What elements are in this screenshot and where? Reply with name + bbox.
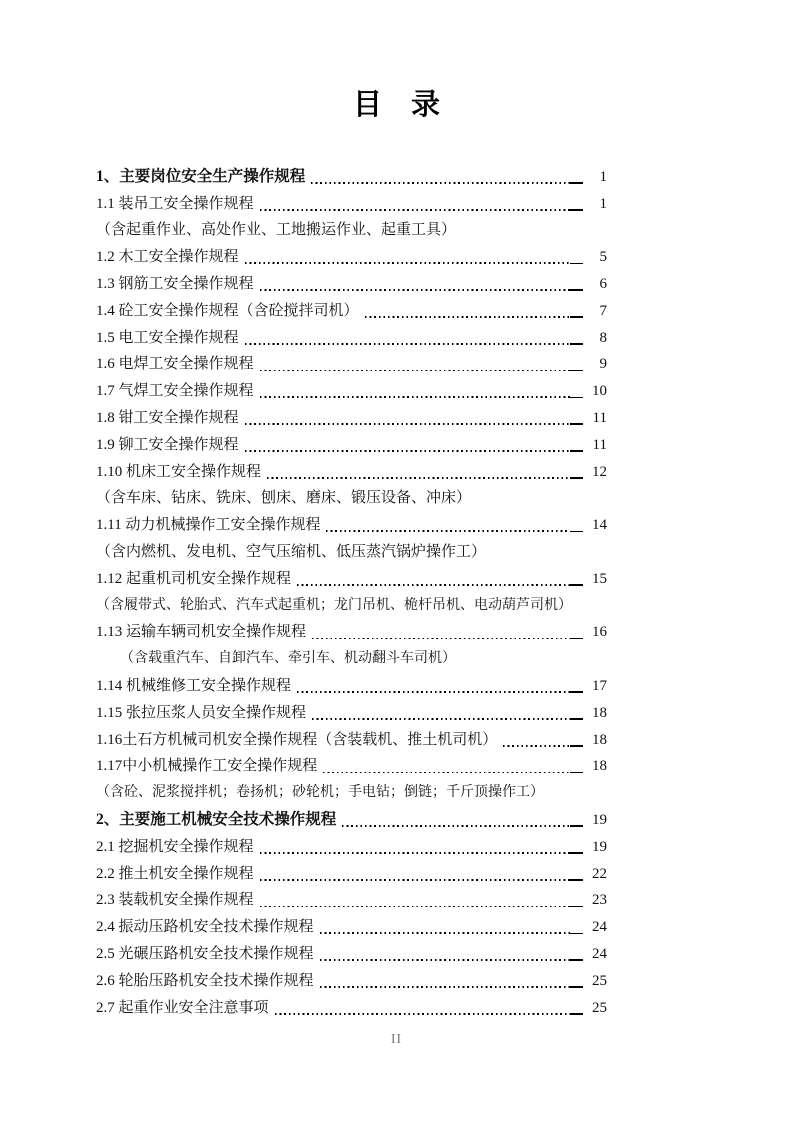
toc-entry-label[interactable]: 1.12 起重机司机安全操作规程: [96, 570, 292, 587]
toc-entry-label: （含履带式、轮胎式、汽车式起重机；龙门吊机、桅杆吊机、电动葫芦司机）: [96, 597, 572, 613]
toc-page-number[interactable]: 5: [599, 249, 607, 266]
dot-leader: [297, 691, 570, 693]
toc-page-number[interactable]: 18: [592, 758, 607, 775]
dot-leader: [297, 584, 570, 586]
toc-page-number[interactable]: 16: [592, 624, 607, 641]
toc-entry-label[interactable]: 1.3 钢筋工安全操作规程: [96, 275, 254, 292]
toc-entry-label[interactable]: 2.6 轮胎压路机安全技术操作规程: [96, 972, 314, 989]
page-number-footer: II: [391, 1031, 402, 1046]
leader-end-line: [570, 745, 583, 747]
leader-end-line: [570, 906, 583, 908]
leader-end-line: [570, 531, 583, 533]
leader-end-line: [570, 852, 583, 854]
toc-page-number[interactable]: 18: [592, 731, 607, 748]
dot-leader: [275, 1013, 570, 1015]
toc-item-row[interactable]: [96, 431, 607, 458]
leader-end-line: [570, 825, 583, 827]
toc-entry-label[interactable]: 2.1 挖掘机安全操作规程: [96, 838, 254, 855]
toc-page-number[interactable]: 19: [592, 811, 607, 828]
toc-entry-label[interactable]: 1.5 电工安全操作规程: [96, 329, 239, 346]
dot-leader: [365, 316, 570, 318]
toc-note-row: [96, 485, 607, 512]
toc-item-row[interactable]: [96, 833, 607, 860]
toc-page-number[interactable]: 23: [592, 892, 607, 909]
leader-end-line: [570, 986, 583, 988]
toc-entry-label[interactable]: 1.15 张拉压浆人员安全操作规程: [96, 704, 307, 721]
leader-end-line: [570, 959, 583, 961]
toc-item-row[interactable]: [96, 619, 607, 646]
toc-note-row: [96, 538, 607, 565]
dot-leader: [503, 745, 570, 747]
dot-leader: [260, 396, 570, 398]
toc-page-number[interactable]: 11: [592, 409, 607, 426]
dot-leader: [320, 932, 570, 934]
toc-entry-label[interactable]: 1.13 运输车辆司机安全操作规程: [96, 624, 307, 641]
toc-heading-row[interactable]: [96, 163, 607, 190]
leader-end-line: [570, 691, 583, 693]
toc-entry-label: （含车床、钻床、铣床、刨床、磨床、锻压设备、冲床）: [96, 490, 472, 507]
leader-end-line: [570, 638, 583, 640]
leader-end-line: [570, 477, 583, 479]
toc-item-row[interactable]: [96, 994, 607, 1021]
toc-note-row: [96, 645, 607, 672]
dot-leader: [320, 986, 570, 988]
leader-end-line: [570, 933, 583, 935]
dot-leader: [245, 450, 570, 452]
toc-item-row[interactable]: [96, 940, 607, 967]
toc-entry-label[interactable]: 1.1 装吊工安全操作规程: [96, 195, 254, 212]
leader-end-line: [570, 316, 583, 318]
toc-entry-label[interactable]: 1.9 铆工安全操作规程: [96, 436, 239, 453]
dot-leader: [245, 262, 570, 264]
toc-note-row: [96, 217, 607, 244]
leader-end-line: [570, 182, 583, 184]
toc-list: [96, 163, 607, 1021]
toc-page-number[interactable]: 18: [592, 704, 607, 721]
leader-end-line: [570, 263, 583, 265]
leader-end-line: [570, 450, 583, 452]
toc-entry-label[interactable]: 1.11 动力机械操作工安全操作规程: [96, 517, 321, 534]
toc-note-row: [96, 779, 607, 806]
toc-item-row[interactable]: [96, 404, 607, 431]
toc-page-number[interactable]: 11: [592, 436, 607, 453]
dot-leader: [260, 209, 570, 211]
dot-leader: [245, 423, 570, 425]
toc-page-number[interactable]: 25: [592, 999, 607, 1016]
toc-note-row: [96, 592, 607, 619]
toc-item-row[interactable]: [96, 753, 607, 780]
leader-end-line: [570, 772, 583, 774]
leader-end-line: [570, 879, 583, 881]
page-title: 目 录: [352, 89, 440, 121]
leader-end-line: [570, 209, 583, 211]
toc-item-row[interactable]: [96, 565, 607, 592]
leader-end-line: [570, 343, 583, 345]
toc-page-number[interactable]: 9: [599, 356, 607, 373]
leader-end-line: [570, 289, 583, 291]
dot-leader: [260, 879, 570, 881]
dot-leader: [312, 718, 570, 720]
dot-leader: [260, 289, 570, 291]
leader-end-line: [570, 423, 583, 425]
toc-entry-label[interactable]: 2.2 推土机安全操作规程: [96, 865, 254, 882]
dot-leader: [260, 906, 570, 908]
leader-end-line: [570, 370, 583, 372]
dot-leader: [260, 852, 570, 854]
toc-page-number[interactable]: 10: [592, 383, 607, 400]
toc-item-row[interactable]: [96, 967, 607, 994]
toc-entry-label[interactable]: 1.6 电焊工安全操作规程: [96, 356, 254, 373]
toc-page-number[interactable]: 14: [592, 517, 607, 534]
toc-page-number[interactable]: 22: [592, 865, 607, 882]
toc-item-row[interactable]: [96, 297, 607, 324]
dot-leader: [260, 370, 570, 372]
toc-item-row[interactable]: [96, 377, 607, 404]
toc-entry-label[interactable]: 2.3 装载机安全操作规程: [96, 892, 254, 909]
toc-item-row[interactable]: [96, 458, 607, 485]
toc-entry-label[interactable]: 2.4 振动压路机安全技术操作规程: [96, 919, 314, 936]
toc-page-number[interactable]: 1: [599, 168, 607, 185]
toc-item-row[interactable]: [96, 351, 607, 378]
toc-entry-label[interactable]: 1.7 气焊工安全操作规程: [96, 383, 254, 400]
toc-page-number[interactable]: 6: [599, 275, 607, 292]
leader-end-line: [570, 584, 583, 586]
toc-page-number[interactable]: 24: [592, 945, 607, 962]
toc-entry-label[interactable]: 2.5 光碾压路机安全技术操作规程: [96, 945, 314, 962]
toc-item-row[interactable]: [96, 672, 607, 699]
toc-page-number[interactable]: 8: [599, 329, 607, 346]
dot-leader: [342, 825, 570, 827]
leader-end-line: [570, 718, 583, 720]
toc-page-number[interactable]: 1: [599, 195, 607, 212]
leader-end-line: [570, 397, 583, 399]
toc-entry-label[interactable]: 2.7 起重作业安全注意事项: [96, 999, 269, 1016]
dot-leader: [312, 638, 570, 640]
toc-entry-label: （含起重作业、高处作业、工地搬运作业、起重工具）: [96, 222, 457, 239]
toc-entry-label[interactable]: 1.8 钳工安全操作规程: [96, 409, 239, 426]
toc-item-row[interactable]: [96, 913, 607, 940]
toc-page-number[interactable]: 7: [599, 302, 607, 319]
toc-item-row[interactable]: [96, 860, 607, 887]
toc-entry-label[interactable]: 1.16土石方机械司机安全操作规程（含装载机、推土机司机）: [96, 731, 498, 748]
toc-page-number[interactable]: 17: [592, 677, 607, 694]
toc-item-row[interactable]: [96, 243, 607, 270]
toc-item-row[interactable]: [96, 511, 607, 538]
toc-entry-label: （含载重汽车、自卸汽车、牵引车、机动翻斗车司机）: [120, 651, 456, 667]
toc-entry-label[interactable]: 1.2 木工安全操作规程: [96, 249, 239, 266]
dot-leader: [323, 772, 570, 774]
toc-page-number[interactable]: 19: [592, 838, 607, 855]
dot-leader: [320, 959, 570, 961]
toc-item-row[interactable]: [96, 726, 607, 753]
toc-entry-label[interactable]: 1.10 机床工安全操作规程: [96, 463, 262, 480]
toc-entry-label: （含内燃机、发电机、空气压缩机、低压蒸汽锅炉操作工）: [96, 543, 487, 560]
toc-item-row[interactable]: [96, 699, 607, 726]
toc-item-row[interactable]: [96, 887, 607, 914]
toc-entry-label[interactable]: 1.14 机械维修工安全操作规程: [96, 677, 292, 694]
toc-entry-label[interactable]: 2、主要施工机械安全技术操作规程: [96, 810, 337, 828]
toc-page-number[interactable]: 24: [592, 919, 607, 936]
toc-entry-label[interactable]: 1.4 砼工安全操作规程（含砼搅拌司机）: [96, 302, 359, 319]
toc-item-row[interactable]: [96, 324, 607, 351]
toc-entry-label: （含砼、泥浆搅拌机；卷扬机；砂轮机；手电钻；倒链；千斤顶操作工）: [96, 785, 544, 801]
toc-heading-row[interactable]: [96, 806, 607, 833]
dot-leader: [245, 343, 570, 345]
toc-item-row[interactable]: [96, 270, 607, 297]
toc-page-number[interactable]: 25: [592, 972, 607, 989]
toc-page-number[interactable]: 15: [592, 570, 607, 587]
toc-item-row[interactable]: [96, 190, 607, 217]
dot-leader: [326, 530, 570, 532]
toc-entry-label[interactable]: 1、主要岗位安全生产操作规程: [96, 167, 306, 185]
toc-page-number[interactable]: 12: [592, 463, 607, 480]
dot-leader: [311, 182, 570, 184]
toc-entry-label[interactable]: 1.17中小机械操作工安全操作规程: [96, 758, 318, 775]
leader-end-line: [570, 1013, 583, 1015]
dot-leader: [267, 477, 570, 479]
